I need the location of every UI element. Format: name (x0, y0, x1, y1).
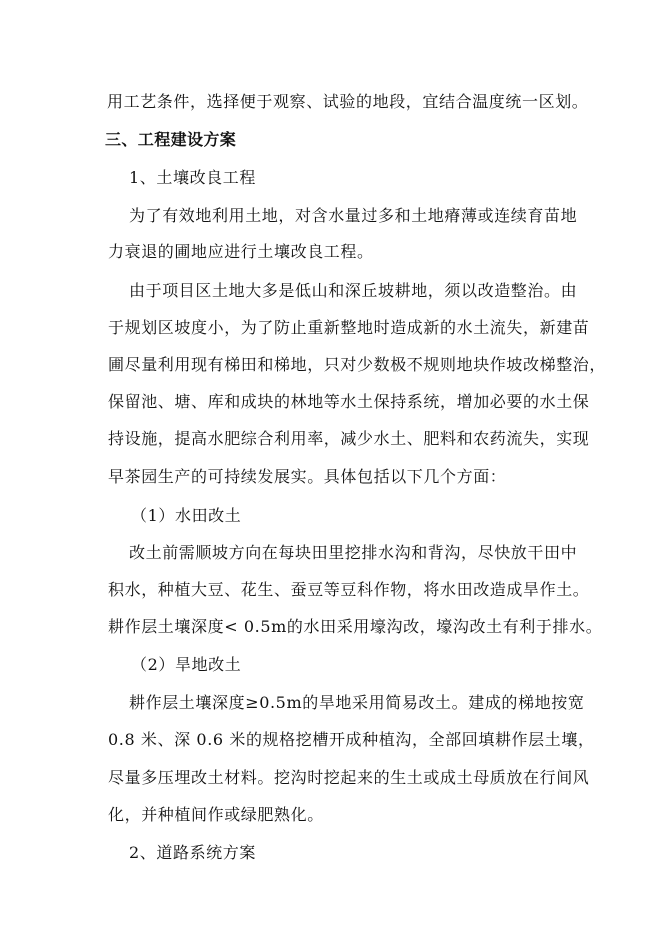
body-line-10: 持设施，提高水肥综合利用率，减少水土、肥料和农药流失，实现 (108, 429, 590, 448)
body-line-14: 积水，种植大豆、花生、蚕豆等豆科作物，将水田改造成旱作土。 (108, 580, 590, 599)
subsection-heading-2: 2、道路系统方案 (129, 843, 256, 862)
body-line-7: 于规划区坡度小，为了防止重新整地时造成新的水土流失，新建苗 (108, 318, 590, 337)
body-line-4: 为了有效地利用土地，对含水量过多和土地瘠薄或连续育苗地 (129, 206, 578, 225)
body-line-9: 保留池、塘、库和成块的林地等水土保持系统，增加必要的水土保 (108, 392, 590, 411)
body-line-17: 耕作层土壤深度≥0.5m的旱地采用简易改土。建成的梯地按宽 (129, 693, 585, 712)
body-line-6: 由于项目区土地大多是低山和深丘坡耕地，须以改造整治。由 (129, 281, 578, 300)
item-heading-1: （1）水田改土 (131, 506, 242, 525)
body-line-13: 改土前需顺坡方向在每块田里挖排水沟和背沟，尽快放干田中 (129, 543, 578, 562)
section-heading: 三、工程建设方案 (105, 130, 237, 149)
body-line-15: 耕作层土壤深度< 0.5m的水田采用壕沟改，壕沟改土有利于排水。 (108, 617, 603, 636)
body-line-8: 圃尽量利用现有梯田和梯地，只对少数极不规则地块作坡改梯整治， (108, 355, 607, 374)
item-heading-2: （2）旱地改土 (131, 655, 242, 674)
body-line-1: 用工艺条件，选择便于观察、试验的地段，宜结合温度统一区划。 (107, 92, 589, 111)
body-line-5: 力衰退的圃地应进行土壤改良工程。 (108, 242, 374, 261)
body-line-18: 0.8 米、深 0.6 米的规格挖槽开成种植沟，全部回填耕作层土壤， (108, 730, 595, 749)
body-line-11: 早茶园生产的可持续发展实。具体包括以下几个方面： (108, 467, 507, 486)
subsection-heading: 1、土壤改良工程 (129, 168, 256, 187)
body-line-20: 化，并种植间作或绿肥熟化。 (108, 805, 324, 824)
body-line-19: 尽量多压埋改土材料。挖沟时挖起来的生土或成土母质放在行间风 (108, 768, 590, 787)
